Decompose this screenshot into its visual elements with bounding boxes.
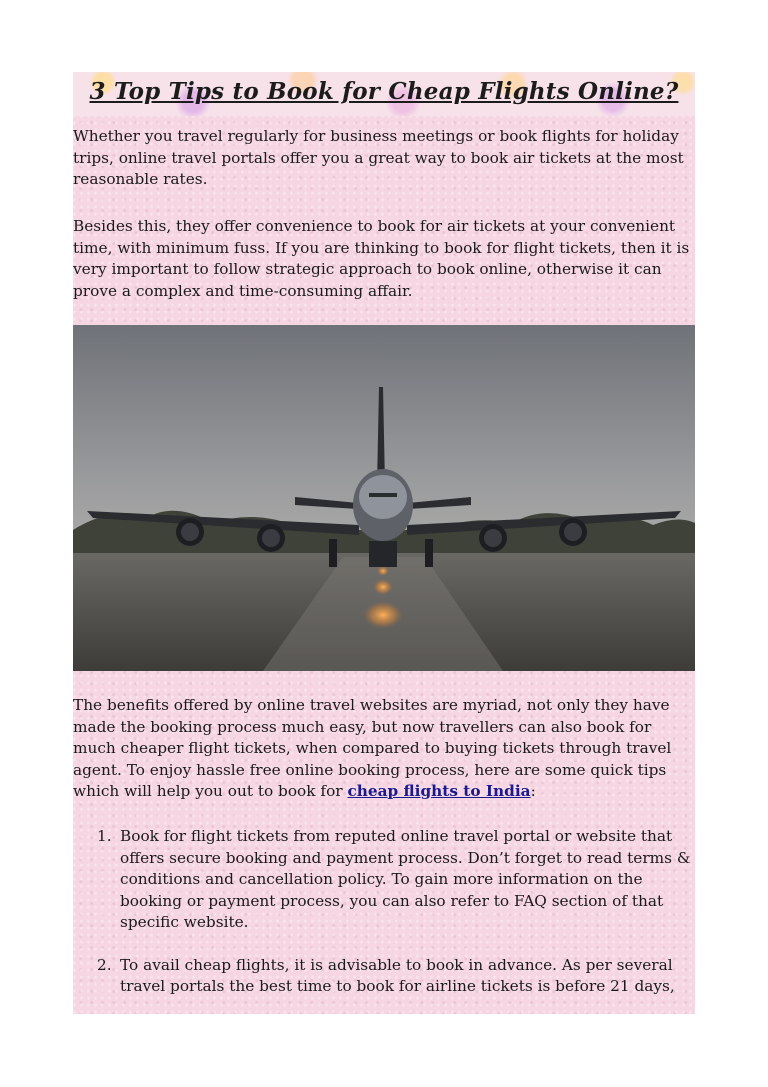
list-item (73, 955, 695, 998)
benefits-text: The benefits offered by online travel websites are myriad, not only they have made the booking process much easy, but now travellers can also book for much cheaper flight tickets, when compared to buying tickets through travel agent. To enjoy hassle free online booking process, here are some quick tips which will help you out to book for (73, 696, 672, 800)
cheap-flights-india-link[interactable]: cheap flights to India (347, 782, 531, 800)
list-item (73, 826, 695, 934)
document-page (73, 72, 695, 1014)
title-banner (73, 72, 695, 116)
benefits-suffix: : (530, 782, 536, 800)
tips-list (73, 826, 695, 1014)
list-item-number: 2. (97, 955, 112, 974)
list-item-number: 1. (97, 827, 112, 845)
list-item-text: To avail cheap flights, it is advisable to book in advance. As per several travel portals the best time to book for airline tickets is before 21 days, (120, 955, 675, 995)
intro-paragraph: Whether you travel regularly for business meetings or book flights for holiday trips, online travel portals offer you a great way to book air tickets at the most reasonable rates. (73, 127, 684, 188)
convenience-paragraph: Besides this, they offer convenience to book for air tickets at your convenient time, with minimum fuss. If you are thinking to book for flight tickets, then it is very important to follow strategic approach to book online, otherwise it can prove a complex and time-consuming affair. (73, 217, 690, 300)
airplane-runway-photo (73, 325, 695, 671)
page-title: 3 Top Tips to Book for Cheap Flights Online? (89, 78, 679, 105)
list-item-text: Book for flight tickets from reputed online travel portal or website that offers secure booking and payment process. Don’t forget to read terms & conditions and cancellation policy. To gain more information on the booking or payment process, you can also refer to FAQ section of that specific website. (120, 827, 691, 931)
benefits-paragraph (73, 695, 695, 803)
